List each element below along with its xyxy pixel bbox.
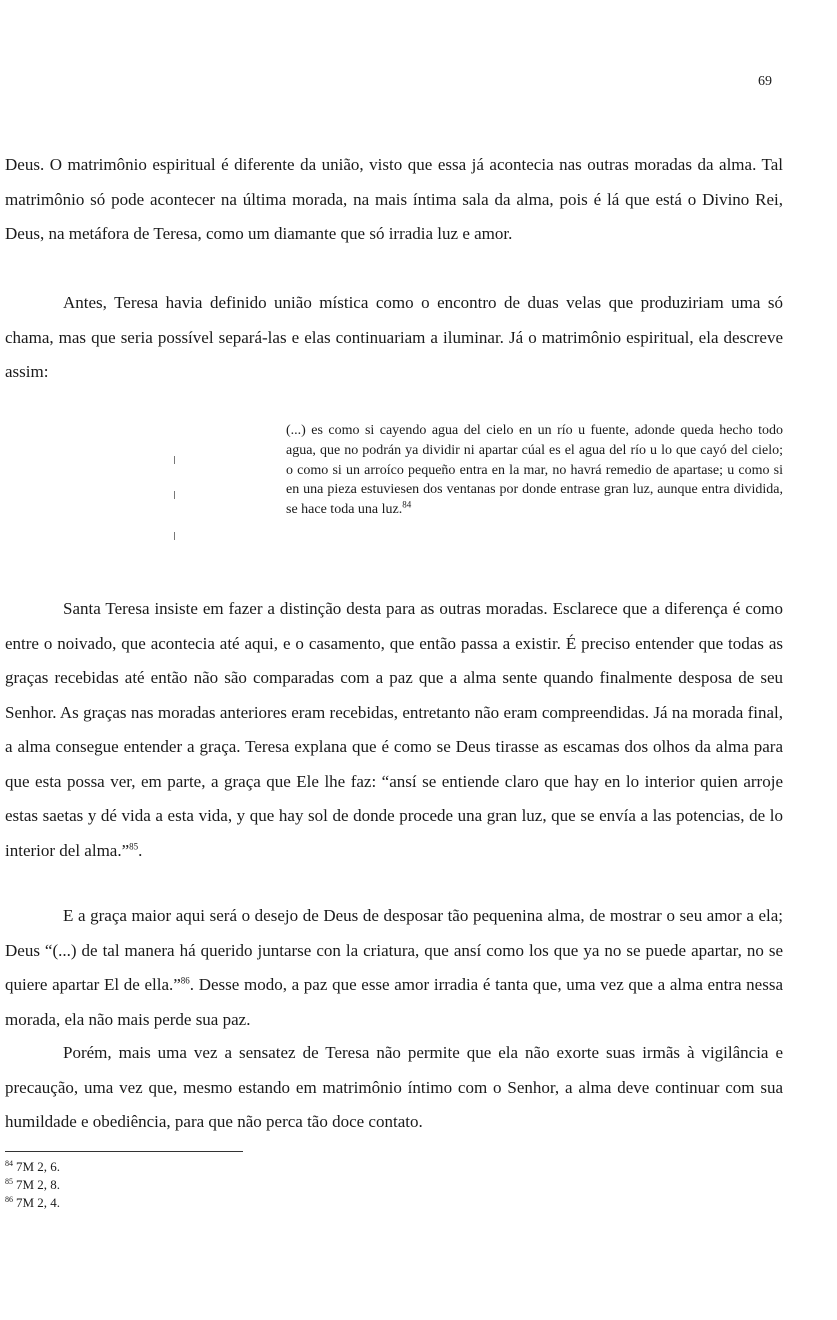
page-number: 69 (758, 74, 772, 89)
paragraph-4 (5, 899, 783, 1037)
paragraph-4-text: E a graça maior aqui será o desejo de Deus de desposar tão pequenina alma, de mostrar o seu amor a ela; Deus “(...) de tal manera há querido juntarse con la criatura, que ansí como los que ya no se puede apartar, no se quiere apartar El de ella.” (5, 906, 783, 994)
margin-mark (174, 491, 175, 499)
footnotes (5, 1158, 60, 1212)
quote-text: (...) es como si cayendo agua del cielo en un río u fuente, adonde queda hecho todo agua, que no podrán ya dividir ni apartar cúal es el agua del río u lo que cayó del cielo; o como si un arroíco pequeño entra en la mar, no havrá remedio de apartase; u como si en una pieza estuviesen dos ventanas por donde entrase gran luz, aunque entra dividida, se hace toda una luz. (286, 423, 783, 518)
margin-mark (174, 456, 175, 464)
paragraph-3-text: Santa Teresa insiste em fazer a distinção desta para as outras moradas. Esclarece que a diferença é como entre o noivado, que acontecia até aqui, e o casamento, que então passa a existir. É preciso entender que todas as graças recebidas até então não são comparadas com a paz que a alma sente quando finalmente desposa de seu Senhor. As graças nas moradas anteriores eram recebidas, entretanto não eram compreendidas. Já na morada final, a alma consegue entender a graça. Teresa explana que é como se Deus tirasse as escamas dos olhos da alma para que esta possa ver, em parte, a graça que Ele lhe faz: “ansí se entiende claro que hay en lo interior quien arroje estas saetas y dé vida a esta vida, y que hay sol de donde procede una gran luz, que se envía a las potencias, de lo interior del alma.” (5, 599, 783, 860)
paragraph-1: Deus. O matrimônio espiritual é diferente da união, visto que essa já acontecia nas outras moradas da alma. Tal matrimônio só pode acontecer na última morada, na mais íntima sala da alma, pois é lá que está o Divino Rei, Deus, na metáfora de Teresa, como um diamante que só irradia luz e amor. (5, 155, 783, 243)
footnote-ref-84: 84 (402, 499, 412, 510)
paragraph-5: Porém, mais uma vez a sensatez de Teresa não permite que ela não exorte suas irmãs à vigilância e precaução, uma vez que, mesmo estando em matrimônio íntimo com o Senhor, a alma deve continuar com sua humildade e obediência, para que não perca tão doce contato. (5, 1043, 783, 1131)
paragraph-3-end: . (138, 840, 143, 860)
footnote-84 (5, 1158, 60, 1176)
paragraph-4-rest: . Desse modo, a paz que esse amor irradia é tanta que, uma vez que a alma entra nessa morada, ela não mais perde sua paz. (5, 975, 783, 1029)
footnote-86 (5, 1194, 60, 1212)
footnote-text: 7M 2, 4. (16, 1195, 61, 1210)
paragraph-2: Antes, Teresa havia definido união mística como o encontro de duas velas que produziriam uma só chama, mas que seria possível separá-las e elas continuariam a iluminar. Já o matrimônio espiritual, ela descreve assim: (5, 293, 783, 381)
footnote-ref-86: 86 (180, 975, 190, 986)
footnote-number: 84 (5, 1158, 13, 1168)
paragraph-3 (5, 592, 783, 868)
footnote-text: 7M 2, 6. (16, 1159, 61, 1174)
margin-mark (174, 532, 175, 540)
footnote-ref-85: 85 (129, 840, 139, 851)
footnote-85 (5, 1176, 60, 1194)
footnote-number: 86 (5, 1194, 13, 1204)
footnote-number: 85 (5, 1176, 13, 1186)
footnote-separator (5, 1151, 243, 1152)
footnote-text: 7M 2, 8. (16, 1177, 61, 1192)
block-quote (286, 421, 783, 520)
